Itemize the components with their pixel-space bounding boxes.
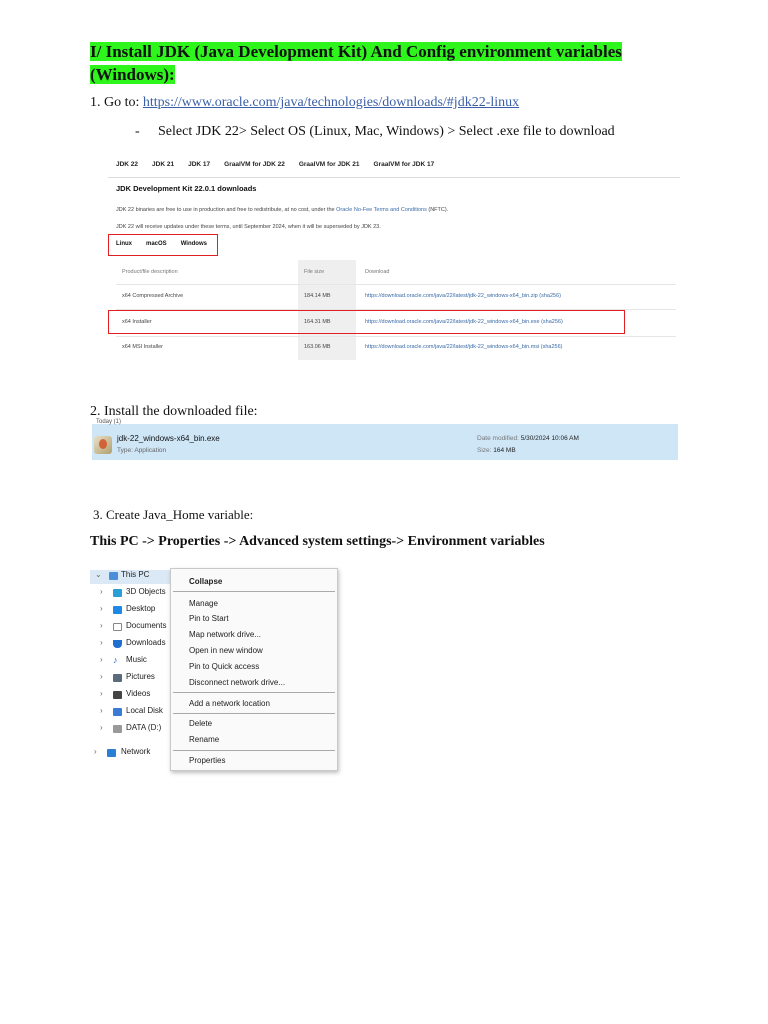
os-tab-linux[interactable]: Linux	[116, 241, 132, 247]
downloaded-file-row[interactable]	[92, 419, 678, 460]
nftc-link[interactable]: Oracle No-Fee Terms and Conditions	[336, 207, 427, 213]
menu-divider	[173, 692, 335, 693]
tab-jdk17[interactable]: JDK 17	[188, 161, 211, 168]
settings-path: This PC -> Properties -> Advanced system settings-> Environment variables	[90, 534, 545, 549]
os-tab-macos[interactable]: macOS	[146, 241, 167, 247]
step-2: 2. Install the downloaded file:	[90, 404, 258, 419]
pictures-icon	[113, 674, 122, 682]
menu-divider	[173, 713, 335, 714]
step-3: 3. Create Java_Home variable:	[93, 507, 254, 522]
tree-item-this-pc[interactable]	[90, 570, 170, 584]
menu-item-properties[interactable]: Properties	[189, 756, 226, 765]
menu-item-pin-quick-access[interactable]: Pin to Quick access	[189, 662, 260, 671]
chevron-right-icon[interactable]: ›	[100, 689, 103, 698]
row-download-link[interactable]: https://download.oracle.com/java/22/latest/jdk-22_windows-x64_bin.msi (sha256)	[365, 344, 563, 350]
bullet-dash: -	[135, 124, 140, 139]
desktop-icon	[113, 606, 122, 614]
download-arrow-icon	[113, 640, 122, 648]
tab-jdk22[interactable]: JDK 22	[116, 161, 139, 168]
tree-label: This PC	[121, 570, 150, 579]
row-description: x64 Compressed Archive	[122, 293, 184, 299]
downloads-title: JDK Development Kit 22.0.1 downloads	[116, 184, 257, 193]
context-menu	[170, 568, 338, 771]
updates-text: JDK 22 will receive updates under these terms, until September 2024, when it will be superseded by JDK 23.	[116, 224, 381, 230]
music-note-icon: ♪	[113, 655, 118, 665]
installer-highlight-box	[108, 310, 625, 334]
header-file-size: File size	[304, 269, 325, 275]
license-text-b: (NFTC).	[426, 207, 449, 213]
table-row	[108, 344, 680, 369]
tree-label: Documents	[126, 621, 167, 630]
oracle-download-link[interactable]: https://www.oracle.com/java/technologies/downloads/#jdk22-linux	[142, 95, 520, 110]
tree-label: Network	[121, 747, 151, 756]
chevron-right-icon[interactable]: ›	[100, 706, 103, 715]
menu-item-map-drive[interactable]: Map network drive...	[189, 630, 262, 639]
tab-graalvm-17[interactable]: GraalVM for JDK 17	[373, 161, 435, 168]
tree-label: Downloads	[126, 638, 166, 647]
chevron-right-icon[interactable]: ›	[100, 604, 103, 613]
drive-icon	[113, 725, 122, 733]
step-1-prefix: 1. Go to:	[90, 95, 143, 110]
jdk-version-tabs	[116, 161, 448, 168]
disk-drive-icon	[113, 708, 122, 716]
size-label: Size:	[477, 447, 494, 454]
row-separator	[116, 336, 676, 337]
menu-item-pin-start[interactable]: Pin to Start	[189, 614, 229, 623]
bullet-text: Select JDK 22> Select OS (Linux, Mac, Windows) > Select .exe file to download	[158, 124, 615, 139]
menu-item-rename[interactable]: Rename	[189, 735, 220, 744]
menu-item-disconnect-drive[interactable]: Disconnect network drive...	[189, 678, 286, 687]
group-header: Today (1)	[96, 419, 122, 425]
chevron-right-icon[interactable]: ›	[94, 747, 97, 756]
oracle-downloads-screenshot	[108, 152, 680, 360]
date-value: 5/30/2024 10:06 AM	[520, 435, 579, 442]
license-text-a: JDK 22 binaries are free to use in production and free to redistribute, at no cost, under the	[116, 207, 337, 213]
tree-label: Pictures	[126, 672, 155, 681]
tree-label: 3D Objects	[126, 587, 166, 596]
step-1	[90, 95, 519, 111]
row-size: 163.06 MB	[304, 344, 331, 350]
file-size	[477, 447, 516, 454]
network-icon	[107, 749, 116, 757]
chevron-right-icon[interactable]: ›	[100, 723, 103, 732]
chevron-right-icon[interactable]: ›	[100, 655, 103, 664]
header-description: Product/file description	[122, 269, 178, 275]
menu-item-delete[interactable]: Delete	[189, 719, 213, 728]
chevron-right-icon[interactable]: ›	[100, 621, 103, 630]
tree-label: Videos	[126, 689, 151, 698]
installer-icon	[94, 436, 112, 454]
tree-label: Desktop	[126, 604, 156, 613]
row-size: 184.14 MB	[304, 293, 331, 299]
os-tab-windows[interactable]: Windows	[180, 241, 207, 247]
chevron-down-icon[interactable]: ⌄	[95, 570, 102, 579]
section-heading: I/ Install JDK (Java Development Kit) And Config environment variables (Windows):	[90, 42, 622, 84]
tab-graalvm-21[interactable]: GraalVM for JDK 21	[298, 161, 360, 168]
step-1-bullet	[135, 124, 615, 140]
tab-jdk21[interactable]: JDK 21	[152, 161, 175, 168]
row-description: x64 MSI Installer	[122, 344, 163, 350]
film-icon	[113, 691, 122, 699]
row-description: x64 Installer	[122, 319, 152, 325]
license-text	[116, 207, 448, 213]
row-download-link[interactable]: https://download.oracle.com/java/22/latest/jdk-22_windows-x64_bin.zip (sha256)	[365, 293, 561, 299]
menu-item-collapse[interactable]: Collapse	[189, 577, 223, 586]
size-value: 164 MB	[493, 447, 516, 454]
file-name[interactable]: jdk-22_windows-x64_bin.exe	[117, 434, 220, 443]
menu-divider	[173, 591, 335, 592]
menu-divider	[173, 750, 335, 751]
file-date	[477, 435, 579, 442]
cube-icon	[113, 589, 122, 597]
chevron-right-icon[interactable]: ›	[100, 638, 103, 647]
tree-label: Local Disk	[126, 706, 163, 715]
chevron-right-icon[interactable]: ›	[100, 672, 103, 681]
row-size: 164.31 MB	[304, 319, 331, 325]
os-tabs	[116, 241, 221, 247]
tab-divider	[108, 177, 680, 178]
chevron-right-icon[interactable]: ›	[100, 587, 103, 596]
file-type: Type: Application	[117, 447, 167, 454]
tree-label: DATA (D:)	[126, 723, 162, 732]
row-separator	[116, 284, 676, 285]
menu-item-manage[interactable]: Manage	[189, 599, 218, 608]
menu-item-add-network-location[interactable]: Add a network location	[189, 699, 270, 708]
computer-icon	[109, 572, 118, 580]
menu-item-open-window[interactable]: Open in new window	[189, 646, 263, 655]
date-label: Date modified:	[477, 435, 521, 442]
header-download: Download	[365, 269, 390, 275]
row-download-link[interactable]: https://download.oracle.com/java/22/latest/jdk-22_windows-x64_bin.exe (sha256)	[365, 319, 563, 325]
document-icon	[113, 623, 122, 631]
tab-graalvm-22[interactable]: GraalVM for JDK 22	[224, 161, 285, 168]
tree-label: Music	[126, 655, 147, 664]
